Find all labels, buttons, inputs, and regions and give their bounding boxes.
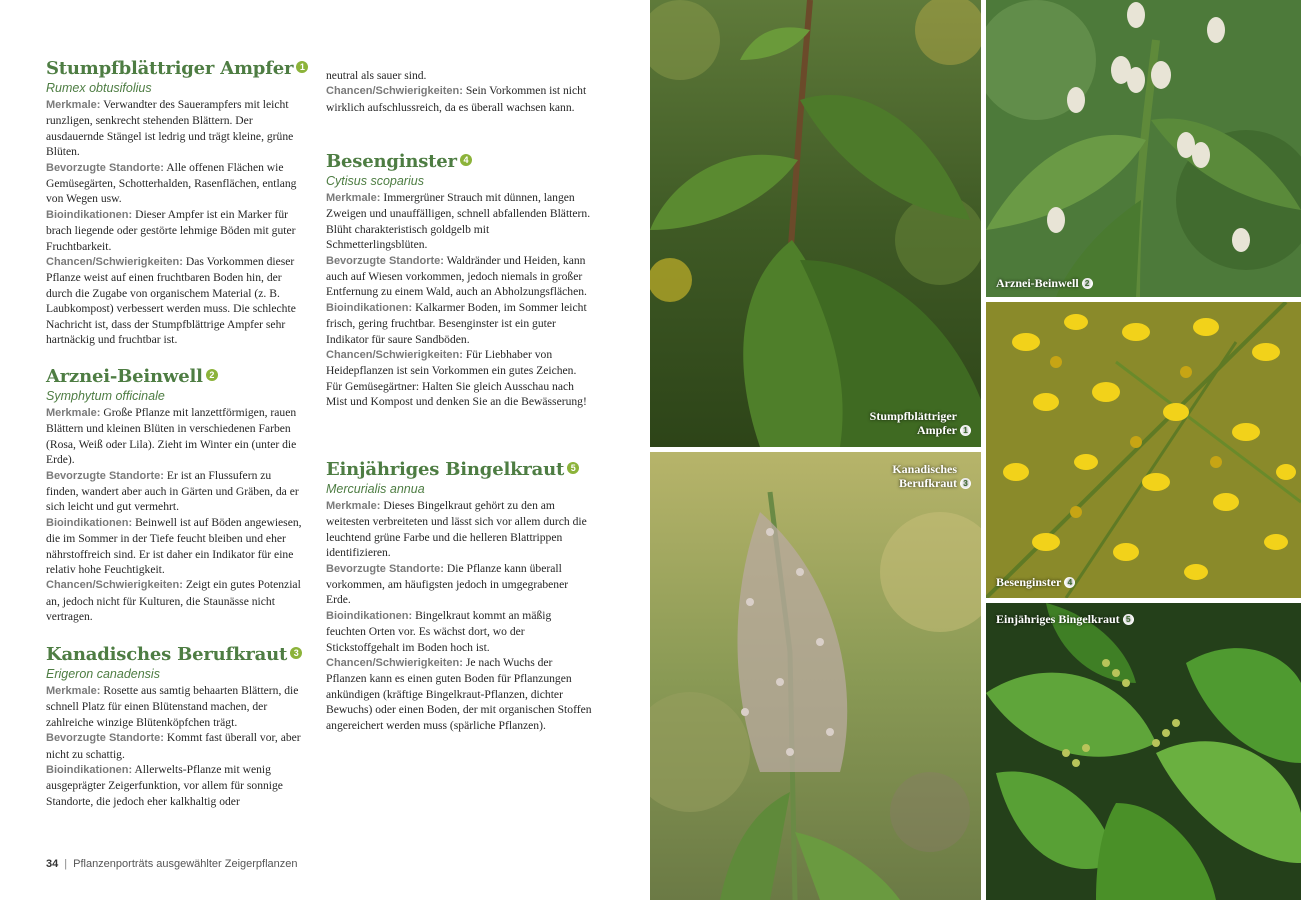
- merkmale-value: Verwandter des Sauerampfers mit leicht runzligen, senkrecht stehenden Blättern. Der ausdauernde Stängel ist ledrig und trägt kleine, grüne Blüten.: [46, 98, 294, 159]
- page-number: 34: [46, 858, 59, 870]
- photo-caption: [877, 462, 971, 490]
- bioindication-text: [46, 207, 304, 254]
- bioindication-text: [46, 762, 304, 809]
- photo-number-badge: 2: [1082, 278, 1093, 289]
- label-chancen: Chancen/Schwierigkeiten:: [326, 657, 463, 670]
- photo-caption-text: Stumpfblättriger Ampfer: [869, 409, 957, 437]
- photo-number-badge: 1: [960, 425, 971, 436]
- bioindikation-value: Beinwell ist auf Böden angewiesen, die im Sommer in der Tiefe feucht bleiben und eher nährstoffreich sind. Er ist daher ein Indikator für eine relativ hohe Feuchtigkeit.: [46, 515, 302, 577]
- label-standorte: Bevorzugte Standorte:: [46, 732, 164, 745]
- continued-text: neutral als sauer sind.: [326, 69, 427, 82]
- standorte-value: Waldränder und Heiden, kann auch auf Wiesen vorkommen, jedoch niemals in großer Entfernung zu einem Wald, auch an Abholzungsflächen.: [326, 253, 587, 299]
- chances-text: [326, 83, 592, 115]
- bioindikation-value: Allerwelts-Pflanze mit wenig ausgeprägter Zeigerfunktion, vor allem für sonnige Standorte, die jedoch eher kalkhaltig oder: [46, 763, 283, 808]
- plant-title-text: Besenginster: [326, 151, 457, 172]
- erigeron-photo: [650, 452, 981, 900]
- chances-text: [46, 254, 304, 347]
- plant-entry: [326, 151, 592, 410]
- entry-number-badge: 5: [567, 462, 579, 474]
- label-standorte: Bevorzugte Standorte:: [326, 254, 444, 267]
- chances-text: [326, 655, 592, 733]
- features-text: [46, 405, 304, 468]
- standorte-value: Er ist an Flussufern zu finden, wandert aber auch in Gärten und Gräben, da er sich leicht und gut vermehrt.: [46, 468, 299, 514]
- features-text: [46, 97, 304, 160]
- latin-name: Mercurialis annua: [326, 482, 425, 496]
- chances-text: [46, 577, 304, 624]
- mercurialis-photo: [986, 603, 1301, 900]
- bioindikation-value: Dieser Ampfer ist ein Marker für brach liegende oder gestörte lehmige Böden mit guter Fruchtbarkeit.: [46, 207, 296, 253]
- label-bioindikation: Bioindikationen:: [46, 764, 133, 777]
- latin-name: Cytisus scoparius: [326, 174, 424, 188]
- merkmale-value: Rosette aus samtig behaarten Blättern, die schnell Platz für einen Blütenstand machen, der zahlreiche winzige Blütenköpfchen trägt.: [46, 684, 299, 729]
- page-footer: [46, 858, 298, 870]
- label-bioindikation: Bioindikationen:: [326, 301, 413, 314]
- bioindication-text: [326, 608, 592, 655]
- plant-title-text: Kanadisches Berufkraut: [46, 644, 288, 665]
- label-chancen: Chancen/Schwierigkeiten:: [326, 85, 463, 98]
- location-text: [46, 468, 304, 515]
- location-text: [326, 253, 592, 300]
- photo-number-badge: 5: [1123, 614, 1134, 625]
- plant-title: [326, 151, 592, 173]
- photo-caption: [996, 276, 1093, 290]
- plant-title-text: Arznei-Beinwell: [46, 366, 203, 387]
- label-chancen: Chancen/Schwierigkeiten:: [326, 349, 463, 362]
- photo-number-badge: 3: [960, 478, 971, 489]
- running-title: Pflanzenporträts ausgewählter Zeigerpflanzen: [73, 858, 298, 870]
- location-text: [46, 730, 304, 762]
- merkmale-value: Dieses Bingelkraut gehört zu den am weitesten verbreiteten und lässt sich vor allem durch die leuchtend grüne Farbe und die helleren Blattrippen identifizieren.: [326, 499, 587, 560]
- photo-caption-text: Einjähriges Bingelkraut: [996, 612, 1120, 626]
- label-chancen: Chancen/Schwierigkeiten:: [46, 256, 183, 269]
- erigeron-photo-icon: [650, 452, 981, 900]
- entry-number-badge: 3: [290, 647, 302, 659]
- rumex-photo: [650, 0, 981, 447]
- photo-caption: [996, 612, 1134, 626]
- label-bioindikation: Bioindikationen:: [46, 516, 133, 529]
- photo-caption: [847, 409, 971, 437]
- entry-number-badge: 2: [206, 369, 218, 381]
- label-chancen: Chancen/Schwierigkeiten:: [46, 579, 183, 592]
- mercurialis-photo-icon: [986, 603, 1301, 900]
- chancen-value: Für Liebhaber von Heidepflanzen ist sein Vorkommen ein gutes Zeichen. Für Gemüsegärtner: Halten Sie gleich Ausschau nach Mist und Kompost und denken Sie an die Bewässerung!: [326, 348, 587, 409]
- merkmale-value: Große Pflanze mit lanzettförmigen, rauen Blättern und kleinen Blüten in verschiedenen Farben (Rosa, Weiß oder Lila). Zieht im Winter ein (unter die Erde).: [46, 406, 297, 467]
- bioindikation-value: Kalkarmer Boden, im Sommer leicht frisch, gering fruchtbar. Besenginster ist ein guter Indikator für saure Sandböden.: [326, 300, 587, 346]
- label-merkmale: Merkmale:: [46, 99, 101, 111]
- features-text: [326, 190, 592, 253]
- label-merkmale: Merkmale:: [326, 500, 381, 512]
- plant-entry: [326, 459, 592, 733]
- photo-caption-text: Besenginster: [996, 575, 1062, 589]
- bioindication-text: [326, 300, 592, 347]
- continued-entry: [326, 68, 592, 115]
- bioindication-text: [46, 515, 304, 578]
- label-bioindikation: Bioindikationen:: [46, 208, 133, 221]
- broom-photo-icon: [986, 302, 1301, 598]
- entry-number-badge: 1: [296, 61, 308, 73]
- chancen-value: Je nach Wuchs der Pflanzen kann es einen guten Boden für Pflanzungen ankündigen (kräftige Bingelkraut-Pflanzen, dichter Bewuchs) oder einen Boden, der mit organischen Stoffen angereichert werden muss (spärliche Pflanzen).: [326, 656, 592, 732]
- plant-title-text: Stumpfblättriger Ampfer: [46, 58, 294, 79]
- photo-caption: [996, 575, 1075, 589]
- plant-title: [326, 459, 592, 481]
- standorte-value: Alle offenen Flächen wie Gemüsegärten, Schotterhalden, Rasenflächen, entlang von Wegen usw.: [46, 160, 297, 206]
- merkmale-value: Immergrüner Strauch mit dünnen, langen Zweigen und unauffälligen, schnell abfallenden Blättern. Blüht charakteristisch goldgelb mit Schmetterlingsblüten.: [326, 191, 591, 252]
- standorte-value: Kommt fast überall vor, aber nicht zu schattig.: [46, 731, 301, 761]
- footer-separator: |: [64, 858, 68, 870]
- chancen-value: Zeigt ein gutes Potenzial an, jedoch nicht für Kulturen, die Staunässe nicht vertragen.: [46, 578, 301, 624]
- latin-name: Erigeron canadensis: [46, 667, 160, 681]
- plant-title: [46, 644, 304, 666]
- label-standorte: Bevorzugte Standorte:: [46, 469, 164, 482]
- plant-title: [46, 58, 304, 80]
- photo-number-badge: 4: [1064, 577, 1075, 588]
- location-text: [326, 561, 592, 608]
- photo-caption-text: Kanadisches Berufkraut: [892, 462, 957, 490]
- plant-title: [46, 366, 304, 388]
- label-merkmale: Merkmale:: [326, 192, 381, 204]
- standorte-value: Die Pflanze kann überall vorkommen, am häufigsten jedoch in umgegrabener Erde.: [326, 561, 569, 607]
- chancen-value: Das Vorkommen dieser Pflanze weist auf einen fruchtbaren Boden hin, der durch die Zugabe von organischem Material (z. B. Laubkompost) verbessert werden muss. Die schlechte Nachricht ist, dass der Stumpfblättrige Ampfer sehr hartnäckig und fruchtbar ist.: [46, 255, 296, 347]
- label-standorte: Bevorzugte Standorte:: [326, 562, 444, 575]
- plant-title-text: Einjähriges Bingelkraut: [326, 459, 565, 480]
- rumex-photo-icon: [650, 0, 981, 447]
- latin-name: Rumex obtusifolius: [46, 81, 152, 95]
- latin-name: Symphytum officinale: [46, 389, 165, 403]
- photo-caption-text: Arznei-Beinwell: [996, 276, 1079, 290]
- comfrey-photo: [986, 0, 1301, 297]
- location-text: [46, 160, 304, 207]
- bioindikation-value: Bingelkraut kommt an mäßig feuchten Orten vor. Es wächst dort, wo der Stickstoffgehalt im Boden hoch ist.: [326, 608, 552, 654]
- plant-entry: [46, 644, 304, 809]
- entry-number-badge: 4: [460, 154, 472, 166]
- chances-text: [326, 347, 592, 410]
- chancen-value: Sein Vorkommen ist nicht wirklich aufschlussreich, da es überall wachsen kann.: [326, 84, 587, 114]
- label-merkmale: Merkmale:: [46, 685, 101, 697]
- label-bioindikation: Bioindikationen:: [326, 609, 413, 622]
- plant-entry: [46, 58, 304, 348]
- features-text: [46, 683, 304, 730]
- label-standorte: Bevorzugte Standorte:: [46, 161, 164, 174]
- features-text: [326, 498, 592, 561]
- broom-photo: [986, 302, 1301, 598]
- label-merkmale: Merkmale:: [46, 407, 101, 419]
- plant-entry: [46, 366, 304, 625]
- comfrey-photo-icon: [986, 0, 1301, 297]
